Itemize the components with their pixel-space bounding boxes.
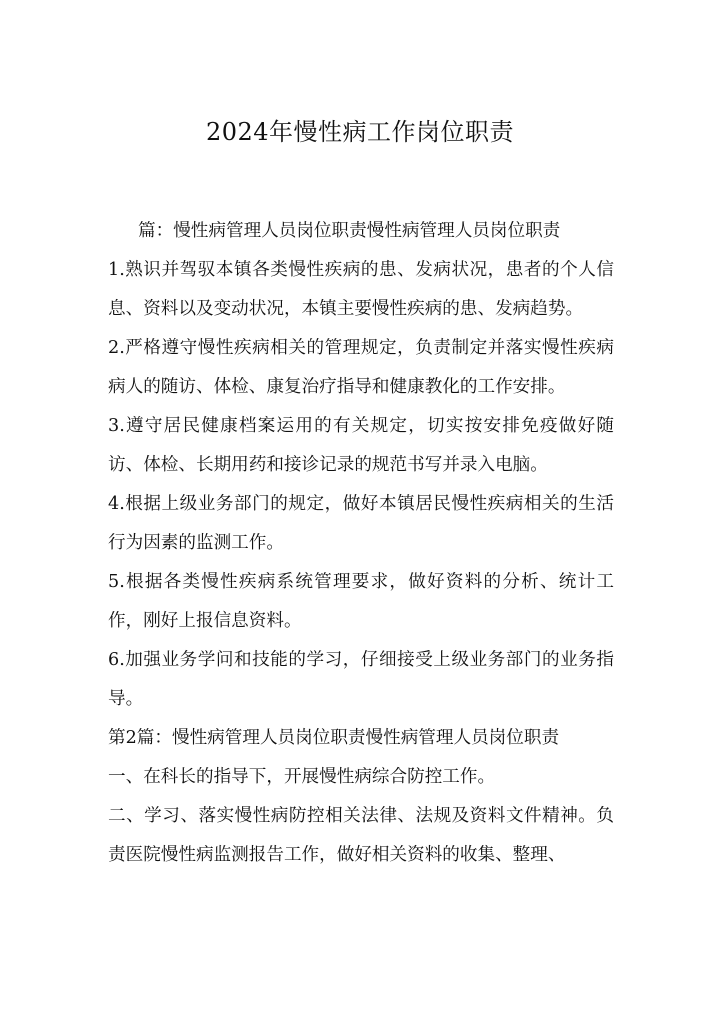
- paragraph-section-2-heading: 第2篇：慢性病管理人员岗位职责慢性病管理人员岗位职责: [108, 728, 560, 748]
- paragraph-item-6: 6.加强业务学问和技能的学习，仔细接受上级业务部门的业务指导。: [108, 650, 614, 709]
- paragraph-item-4: 4.根据上级业务部门的规定，做好本镇居民慢性疾病相关的生活行为因素的监测工作。: [108, 494, 614, 553]
- paragraph-item-3: 3.遵守居民健康档案运用的有关规定，切实按安排免疫做好随访、体检、长期用药和接诊记录的规范书写并录入电脑。: [108, 416, 614, 475]
- document-title: 2024年慢性病工作岗位职责: [205, 118, 515, 146]
- paragraph-intro: 篇：慢性病管理人员岗位职责慢性病管理人员岗位职责: [138, 221, 561, 241]
- paragraph-item-5: 5.根据各类慢性疾病系统管理要求，做好资料的分析、统计工作，刚好上报信息资料。: [108, 572, 614, 631]
- paragraph-section-2-item-2: 二、学习、落实慢性病防控相关法律、法规及资料文件精神。负责医院慢性病监测报告工作，做好相关资料的收集、整理、: [108, 806, 614, 865]
- paragraph-section-2-item-1: 一、在科长的指导下，开展慢性病综合防控工作。: [108, 767, 496, 787]
- paragraph-item-1: 1.熟识并驾驭本镇各类慢性疾病的患、发病状况，患者的个人信息、资料以及变动状况，本镇主要慢性疾病的患、发病趋势。: [108, 260, 614, 319]
- paragraph-item-2: 2.严格遵守慢性疾病相关的管理规定，负责制定并落实慢性疾病病人的随访、体检、康复治疗指导和健康教化的工作安排。: [108, 338, 614, 397]
- document-body: [108, 212, 614, 875]
